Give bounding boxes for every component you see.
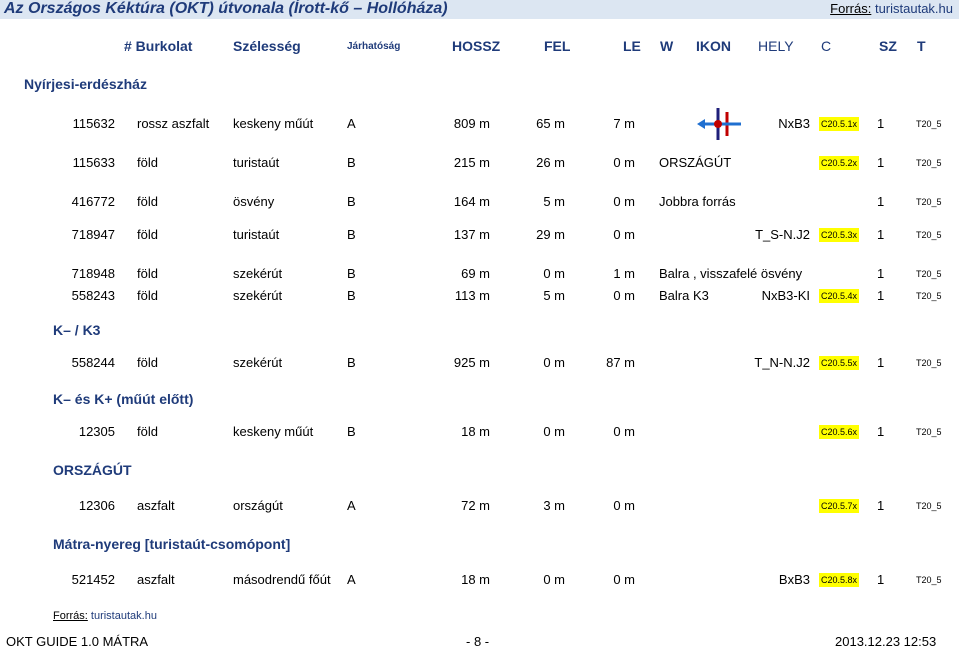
section-k-k3: K– / K3	[53, 322, 101, 338]
row-sz: 1	[877, 288, 885, 303]
row-width: másodrendű főút	[233, 572, 331, 587]
row-width: turistaút	[233, 227, 280, 242]
row-waypoint: Jobbra forrás	[659, 194, 736, 209]
row-pass: B	[347, 194, 356, 209]
row-place: NxB3	[778, 116, 810, 131]
header-ikon: IKON	[696, 38, 731, 54]
row-id: 115633	[72, 155, 115, 170]
row-width: országút	[233, 498, 283, 513]
row-waypoint: Balra , visszafelé ösvény	[659, 266, 803, 281]
source-label[interactable]: Forrás:	[830, 1, 872, 16]
page-title: Az Országos Kéktúra (OKT) útvonala (Írott-kő – Hollóháza)	[4, 0, 448, 17]
row-sz: 1	[877, 355, 885, 370]
row-length: 72 m	[461, 498, 490, 513]
row-width: szekérút	[233, 288, 283, 303]
header-w: W	[660, 38, 674, 54]
row-down: 0 m	[613, 155, 635, 170]
row-up: 0 m	[543, 572, 565, 587]
row-up: 26 m	[536, 155, 565, 170]
row-width: turistaút	[233, 155, 280, 170]
row-pass: B	[347, 227, 356, 242]
header-sz: SZ	[879, 38, 897, 54]
row-down: 0 m	[613, 424, 635, 439]
row-surface: rossz aszfalt	[137, 116, 210, 131]
header-le: LE	[623, 38, 641, 54]
footer-center: - 8 -	[466, 634, 490, 649]
row-code: C20.5.1x	[821, 119, 858, 129]
row-pass: A	[347, 498, 356, 513]
row-down: 7 m	[613, 116, 635, 131]
row-up: 0 m	[543, 355, 565, 370]
row-width: szekérút	[233, 355, 283, 370]
row-id: 558244	[71, 355, 115, 370]
row-surface: föld	[137, 194, 158, 209]
row-sz: 1	[877, 572, 885, 587]
row-length: 69 m	[461, 266, 490, 281]
row-pass: B	[347, 266, 356, 281]
row-sz: 1	[877, 266, 885, 281]
row-t: T20_5	[916, 501, 942, 511]
header-burkolat: # Burkolat	[124, 38, 193, 54]
row-t: T20_5	[916, 291, 942, 301]
row-up: 29 m	[536, 227, 565, 242]
section-matra: Mátra-nyereg [turistaút-csomópont]	[53, 536, 291, 552]
source-site: turistautak.hu	[874, 1, 953, 16]
footer-right: 2013.12.23 12:53	[835, 634, 937, 649]
row-surface: aszfalt	[137, 572, 175, 587]
row-id: 12306	[78, 498, 115, 513]
source-top	[830, 1, 953, 16]
row-sz: 1	[877, 424, 885, 439]
row-down: 0 m	[613, 572, 635, 587]
row-surface: föld	[137, 355, 158, 370]
row-down: 0 m	[613, 498, 635, 513]
row-pass: B	[347, 355, 356, 370]
row-length: 809 m	[453, 116, 490, 131]
row-t: T20_5	[916, 197, 942, 207]
row-sz: 1	[877, 498, 885, 513]
header-t: T	[917, 38, 926, 54]
row-id: 416772	[71, 194, 115, 209]
row-t: T20_5	[916, 358, 942, 368]
row-id: 558243	[71, 288, 115, 303]
row-id: 12305	[78, 424, 115, 439]
row-width: keskeny műút	[233, 116, 314, 131]
header-fel: FEL	[544, 38, 571, 54]
row-length: 164 m	[453, 194, 490, 209]
row-up: 5 m	[543, 194, 565, 209]
row-down: 87 m	[606, 355, 635, 370]
row-down: 0 m	[613, 288, 635, 303]
start-place: Nyírjesi-erdészház	[24, 76, 147, 92]
row-sz: 1	[877, 194, 885, 209]
row-width: ösvény	[233, 194, 275, 209]
row-surface: aszfalt	[137, 498, 175, 513]
row-pass: A	[347, 116, 356, 131]
header-szelesseg: Szélesség	[233, 38, 301, 54]
row-place: T_S-N.J2	[755, 227, 810, 242]
row-t: T20_5	[916, 158, 942, 168]
row-length: 215 m	[453, 155, 490, 170]
row-length: 113 m	[454, 288, 490, 303]
row-pass: A	[347, 572, 356, 587]
row-pass: B	[347, 424, 356, 439]
row-up: 65 m	[536, 116, 565, 131]
header-c: C	[821, 38, 832, 54]
section-orszagut: ORSZÁGÚT	[53, 462, 132, 478]
row-down: 0 m	[613, 227, 635, 242]
bottom-source-label[interactable]: Forrás:	[53, 610, 88, 622]
row-sz: 1	[877, 155, 885, 170]
row-code: C20.5.8x	[821, 575, 858, 585]
row-t: T20_5	[916, 427, 942, 437]
row-pass: B	[347, 288, 356, 303]
row-sz: 1	[877, 227, 885, 242]
footer-left: OKT GUIDE 1.0 MÁTRA	[6, 634, 149, 649]
row-length: 925 m	[453, 355, 490, 370]
row-waypoint: Balra K3	[659, 288, 709, 303]
header-jarhatosag: Járhatóság	[347, 41, 401, 52]
row-place: T_N-N.J2	[754, 355, 810, 370]
bottom-source-site: turistautak.hu	[90, 610, 157, 622]
row-length: 18 m	[461, 572, 490, 587]
row-code: C20.5.7x	[821, 501, 858, 511]
row-down: 0 m	[613, 194, 635, 209]
row-width: szekérút	[233, 266, 283, 281]
row-down: 1 m	[613, 266, 635, 281]
section-k-es: K– és K+ (műút előtt)	[53, 391, 194, 407]
row-t: T20_5	[916, 269, 942, 279]
row-length: 18 m	[461, 424, 490, 439]
row-pass: B	[347, 155, 356, 170]
row-code: C20.5.3x	[821, 230, 858, 240]
row-up: 0 m	[543, 266, 565, 281]
row-length: 137 m	[453, 227, 490, 242]
row-surface: föld	[137, 424, 158, 439]
row-surface: föld	[137, 288, 158, 303]
row-code: C20.5.4x	[821, 291, 858, 301]
row-surface: föld	[137, 227, 158, 242]
row-id: 718948	[71, 266, 115, 281]
row-width: keskeny műút	[233, 424, 314, 439]
row-t: T20_5	[916, 230, 942, 240]
header-hossz: HOSSZ	[452, 38, 501, 54]
row-code: C20.5.6x	[821, 427, 858, 437]
row-code: C20.5.5x	[821, 358, 858, 368]
row-up: 0 m	[543, 424, 565, 439]
row-up: 3 m	[543, 498, 565, 513]
row-id: 521452	[71, 572, 115, 587]
row-t: T20_5	[916, 119, 942, 129]
row-surface: föld	[137, 266, 158, 281]
row-up: 5 m	[543, 288, 565, 303]
row-place: BxB3	[778, 572, 810, 587]
header-hely: HELY	[758, 38, 794, 54]
row-surface: föld	[137, 155, 158, 170]
row-sz: 1	[877, 116, 885, 131]
row-place: NxB3-KI	[761, 288, 810, 303]
bottom-source	[53, 610, 157, 622]
row-code: C20.5.2x	[821, 158, 858, 168]
row-waypoint: ORSZÁGÚT	[659, 155, 732, 170]
row-t: T20_5	[916, 575, 942, 585]
row-id: 115632	[72, 116, 115, 131]
row-id: 718947	[71, 227, 115, 242]
